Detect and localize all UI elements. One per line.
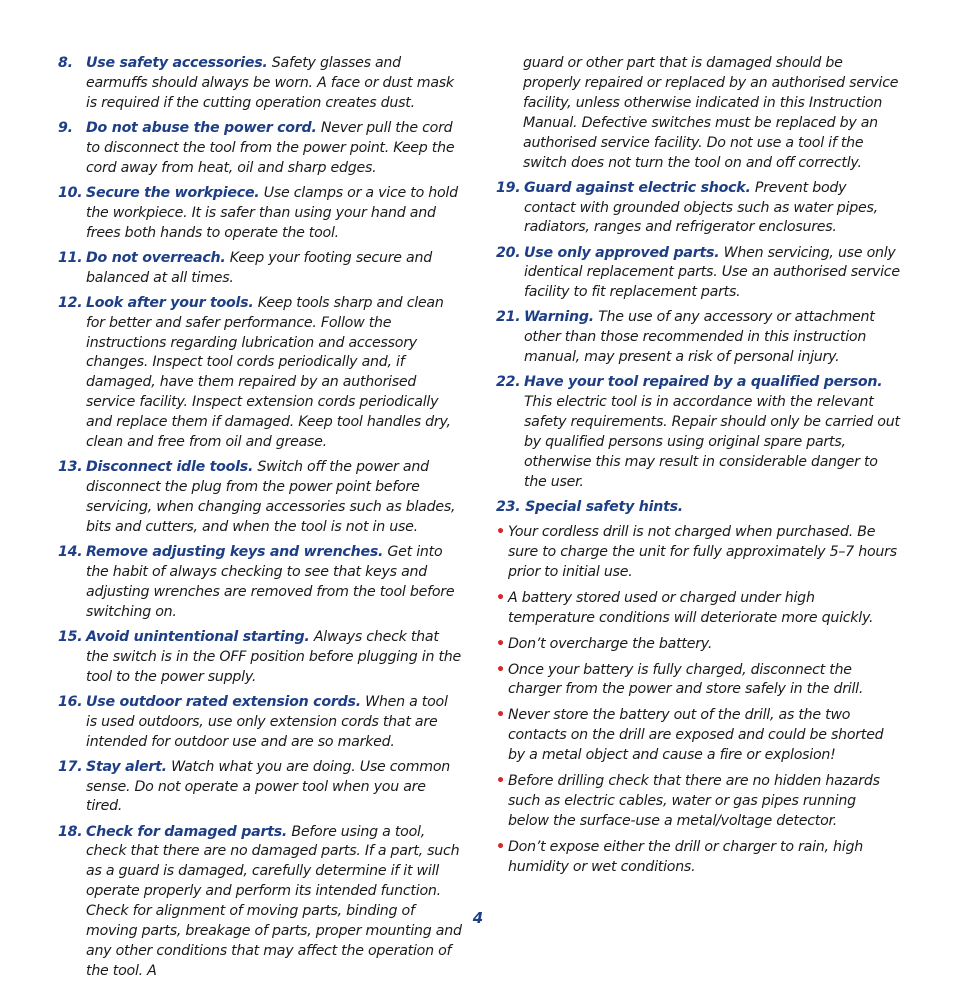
rule-title: Use outdoor rated extension cords. bbox=[86, 693, 361, 710]
rule-text: The use of any accessory or attachment other than those recommended in this instruction manual, may present a risk of personal injury. bbox=[524, 309, 875, 366]
rule-text: Get into the habit of always checking to see that keys and adjusting wrenches are removed from the tool before switching on. bbox=[86, 543, 455, 620]
bullet-text: Don’t expose either the drill or charger to rain, high humidity or wet conditions. bbox=[508, 838, 863, 875]
safety-hint-bullet bbox=[496, 706, 900, 766]
continuation-text: guard or other part that is damaged should be properly repaired or replaced by an authorised service facility, unless otherwise indicated in this Instruction Manual. Defective switches must be replaced by an authorised service facility. Do not use a tool if the switch does not turn the tool on and off correctly. bbox=[523, 55, 899, 171]
bullet-text: Never store the battery out of the drill, as the two contacts on the drill are exposed and could be shorted by a metal object and cause a fire or explosion! bbox=[508, 707, 884, 764]
rule-title: Warning. bbox=[524, 309, 594, 326]
bullet-dot-icon: • bbox=[496, 635, 505, 652]
safety-hint-bullet bbox=[496, 589, 900, 629]
rule-number: 17. bbox=[58, 758, 83, 775]
bullet-dot-icon: • bbox=[496, 589, 505, 606]
rule-number: 10. bbox=[58, 184, 83, 201]
rule-text: This electric tool is in accordance with the relevant safety requirements. Repair should only be carried out by qualified persons using original spare parts, otherwise this may result in considerable danger to the user. bbox=[524, 394, 900, 490]
rule-text: Always check that the switch is in the OFF position before plugging in the tool to the power supply. bbox=[86, 628, 461, 685]
rule-text: Safety glasses and earmuffs should always be worn. A face or dust mask is required if the cutting operation creates dust. bbox=[86, 55, 454, 111]
bullet-text: Before drilling check that there are no hidden hazards such as electric cables, water or gas pipes running below the surface-use a metal/voltage detector. bbox=[508, 773, 880, 829]
rule-number: 20. bbox=[496, 244, 521, 261]
page-number: 4 bbox=[472, 909, 484, 927]
rule-text: When servicing, use only identical replacement parts. Use an authorised service facility to fit replacement parts. bbox=[524, 244, 900, 301]
rule-title: Disconnect idle tools. bbox=[86, 459, 254, 476]
bullet-dot-icon: • bbox=[496, 838, 505, 855]
rule-title: Stay alert. bbox=[86, 758, 167, 775]
rule-text: Keep tools sharp and clean for better and safer performance. Follow the instructions regarding lubrication and accessory changes. Inspect tool cords periodically and, if damaged, have them repaired by an authorised service facility. Inspect extension cords periodically and replace them if damaged. Keep tool handles dry, clean and free from oil and grease. bbox=[86, 294, 451, 451]
safety-hint-bullet bbox=[496, 661, 900, 701]
safety-rule-item bbox=[58, 693, 462, 753]
rule-title: Guard against electric shock. bbox=[524, 179, 751, 196]
safety-rule-item bbox=[58, 628, 462, 688]
rule-text: When a tool is used outdoors, use only extension cords that are intended for outdoor use and are so marked. bbox=[86, 693, 448, 750]
bullet-text: Don’t overcharge the battery. bbox=[508, 635, 713, 652]
rule-number: 9. bbox=[58, 119, 73, 136]
rule-number: 12. bbox=[58, 294, 83, 311]
safety-hint-bullet bbox=[496, 635, 900, 655]
left-column bbox=[58, 54, 462, 987]
safety-rule-item bbox=[58, 249, 462, 289]
bullet-dot-icon: • bbox=[496, 773, 505, 790]
safety-rule-item bbox=[496, 308, 900, 368]
safety-hint-bullet bbox=[496, 523, 900, 583]
safety-rule-item bbox=[58, 543, 462, 623]
rule-number: 21. bbox=[496, 309, 521, 326]
rule-title: Remove adjusting keys and wrenches. bbox=[86, 543, 384, 560]
special-safety-hints-heading: 23. Special safety hints. bbox=[496, 498, 683, 515]
continuation-paragraph bbox=[496, 54, 900, 173]
rule-number: 16. bbox=[58, 693, 83, 710]
safety-rule-item bbox=[58, 54, 462, 114]
rule-text: Before using a tool, check that there are no damaged parts. If a part, such as a guard is damaged, carefully determine if it will operate properly and perform its intended function. Check for alignment of moving parts, binding of moving parts, breakage of parts, proper mounting and any other conditions that may affect the operation of the tool. A bbox=[86, 823, 462, 979]
rule-title: Look after your tools. bbox=[86, 294, 254, 311]
safety-hint-bullet bbox=[496, 772, 900, 832]
safety-rule-item bbox=[58, 294, 462, 453]
safety-rule-item bbox=[58, 823, 462, 982]
bullet-dot-icon: • bbox=[496, 707, 505, 724]
safety-rule-item bbox=[58, 119, 462, 179]
rule-text: Watch what you are doing. Use common sense. Do not operate a power tool when you are tired. bbox=[86, 758, 451, 815]
rule-text: Keep your footing secure and balanced at all times. bbox=[86, 249, 432, 286]
rule-number: 8. bbox=[58, 55, 73, 71]
rule-text: Use clamps or a vice to hold the workpiece. It is safer than using your hand and frees both hands to operate the tool. bbox=[86, 184, 458, 241]
rule-number: 18. bbox=[58, 823, 83, 840]
bullet-dot-icon: • bbox=[496, 661, 505, 678]
safety-rule-item bbox=[496, 373, 900, 492]
rule-title: Use only approved parts. bbox=[524, 244, 720, 261]
rule-title: Secure the workpiece. bbox=[86, 184, 260, 201]
rule-title: Avoid unintentional starting. bbox=[86, 628, 310, 645]
rule-text: Switch off the power and disconnect the plug from the power point before servicing, when changing accessories such as blades, bits and cutters, and when the tool is not in use. bbox=[86, 459, 456, 535]
rule-title: Check for damaged parts. bbox=[86, 823, 288, 840]
rule-title: Have your tool repaired by a qualified person. bbox=[524, 374, 883, 391]
rule-number: 13. bbox=[58, 459, 83, 476]
bullet-text: Your cordless drill is not charged when purchased. Be sure to charge the unit for fully approximately 5–7 hours prior to initial use. bbox=[508, 524, 897, 580]
rule-title: Use safety accessories. bbox=[86, 55, 268, 71]
safety-rule-item bbox=[58, 184, 462, 244]
bullet-text: A battery stored used or charged under high temperature conditions will deteriorate more quickly. bbox=[508, 589, 874, 626]
safety-rule-item bbox=[58, 758, 462, 818]
bullet-text: Once your battery is fully charged, disconnect the charger from the power and store safely in the drill. bbox=[508, 661, 864, 698]
rule-number: 14. bbox=[58, 543, 83, 560]
right-column bbox=[496, 54, 900, 884]
rule-number: 15. bbox=[58, 628, 83, 645]
safety-rule-item bbox=[58, 458, 462, 538]
rule-text: Prevent body contact with grounded objects such as water pipes, radiators, ranges and refrigerator enclosures. bbox=[524, 179, 878, 236]
rule-number: 22. bbox=[496, 374, 521, 391]
rule-number: 11. bbox=[58, 249, 83, 266]
safety-hint-bullet bbox=[496, 838, 900, 878]
safety-rule-item bbox=[496, 244, 900, 304]
bullet-dot-icon: • bbox=[496, 524, 505, 541]
rule-title: Do not overreach. bbox=[86, 249, 226, 266]
rule-number: 19. bbox=[496, 179, 521, 196]
rule-title: Do not abuse the power cord. bbox=[86, 119, 317, 136]
safety-rule-item bbox=[496, 179, 900, 239]
rule-text: Never pull the cord to disconnect the tool from the power point. Keep the cord away from heat, oil and sharp edges. bbox=[86, 119, 455, 176]
